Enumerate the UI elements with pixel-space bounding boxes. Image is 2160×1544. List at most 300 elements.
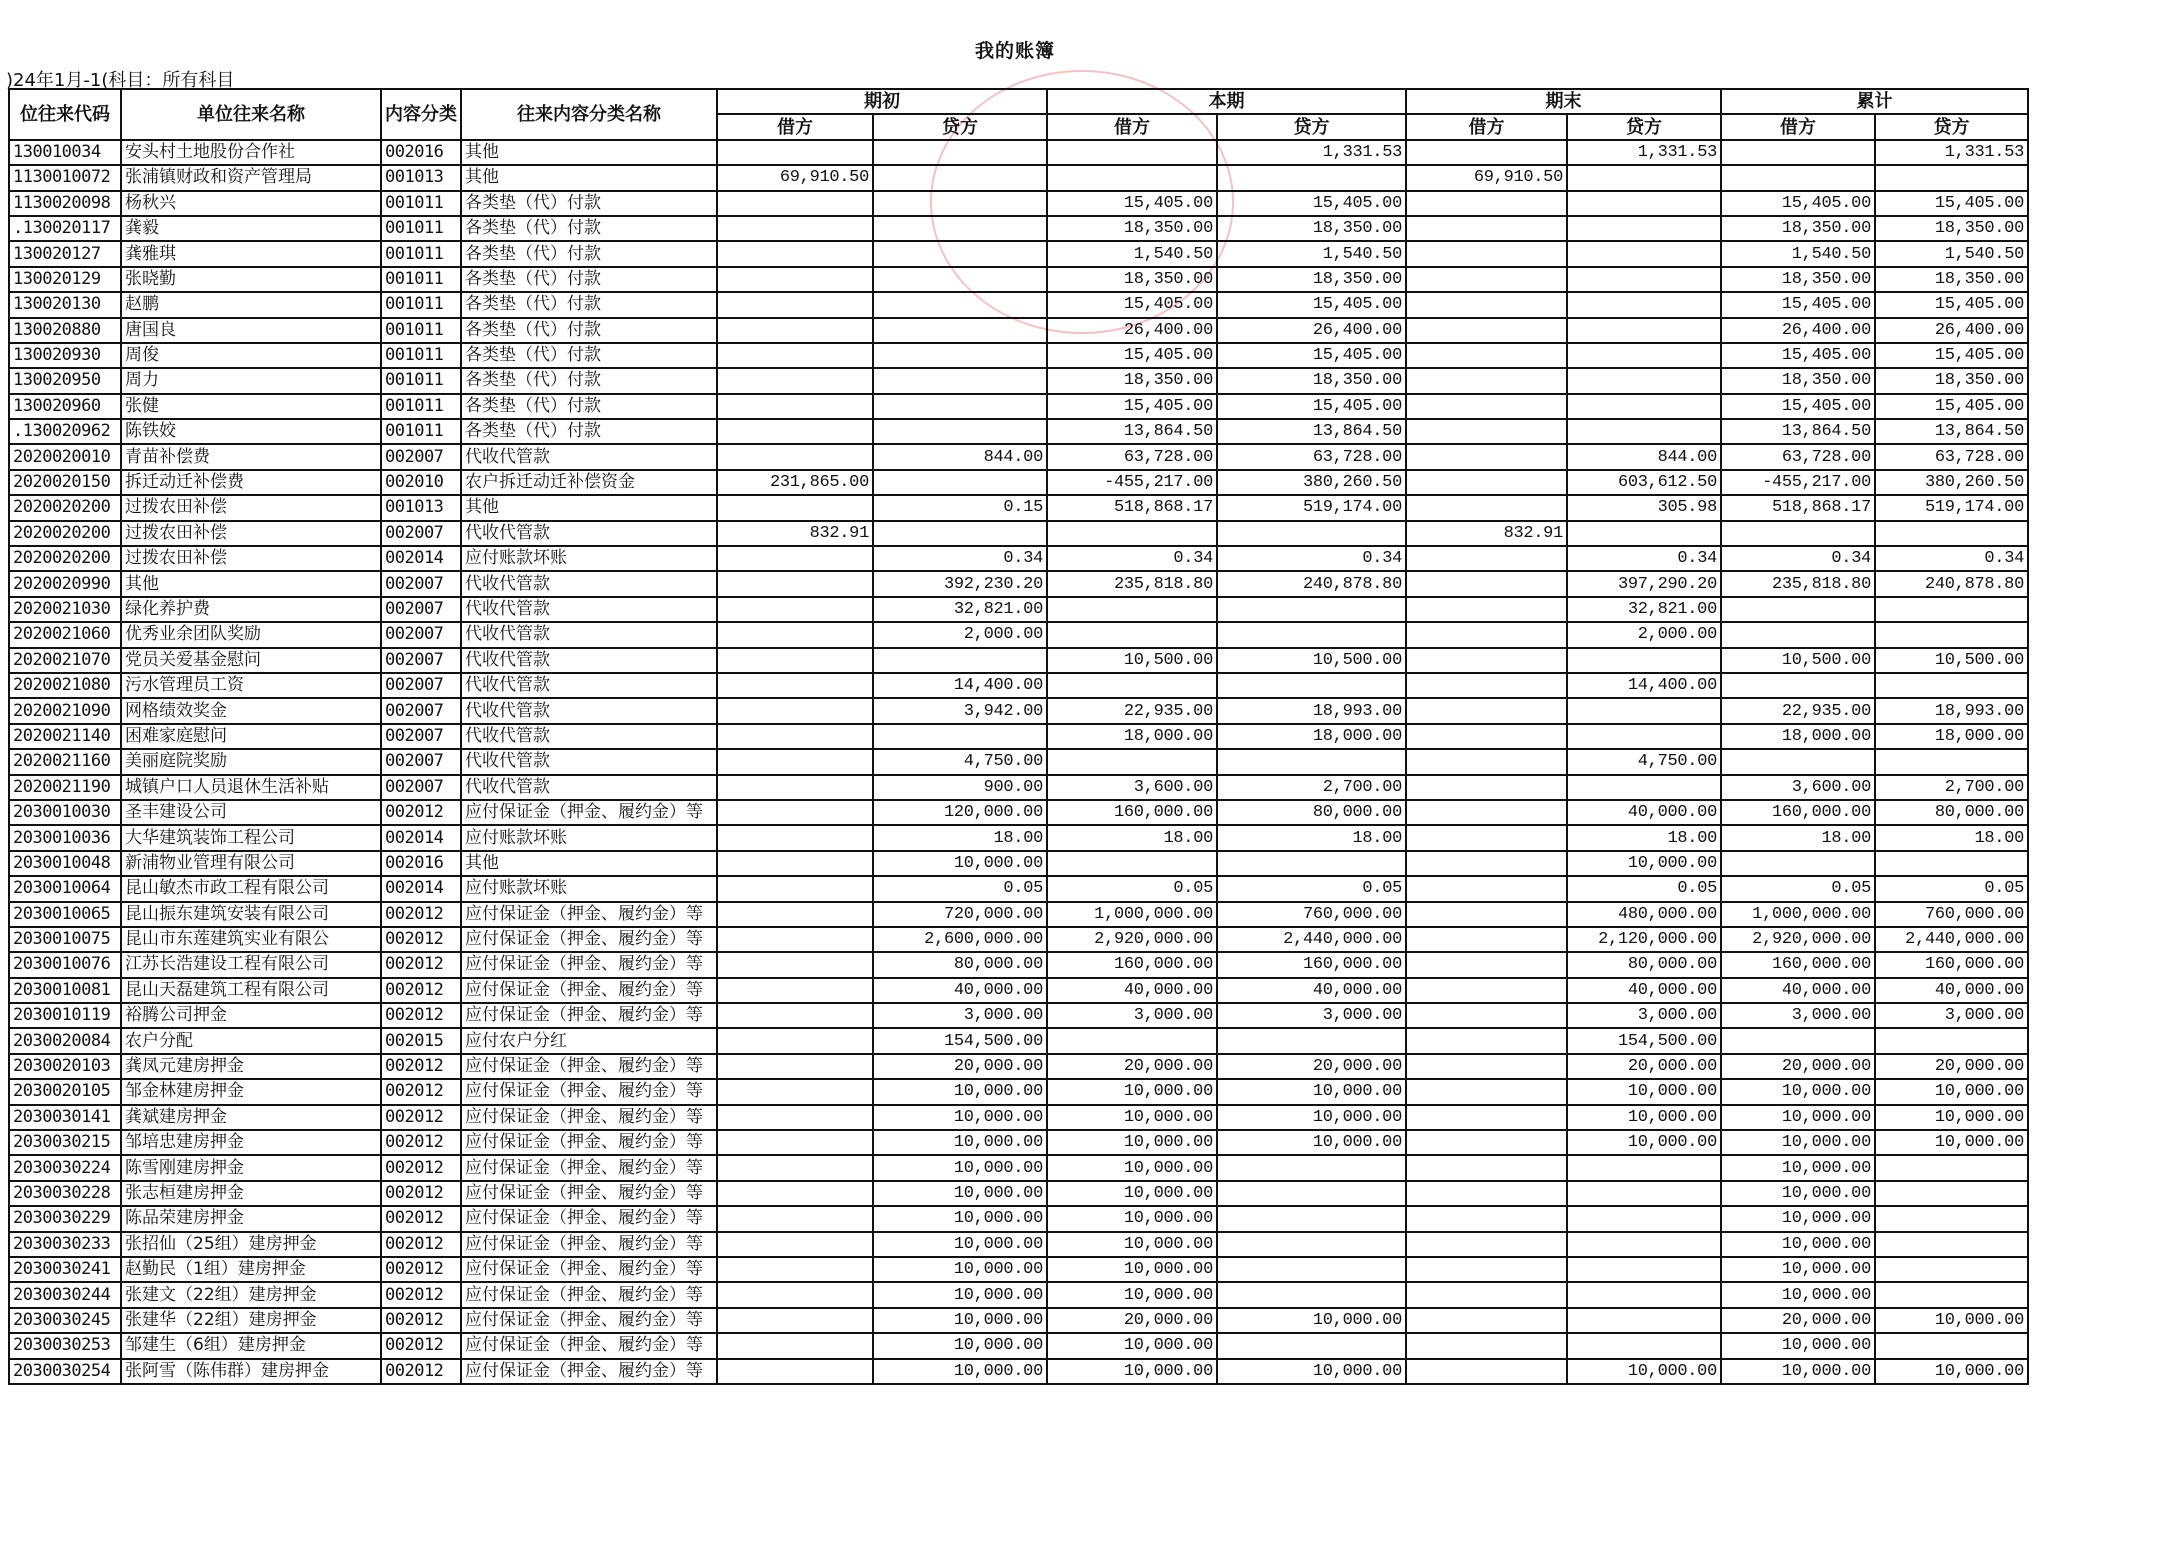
cell-current-credit: 18,350.00 — [1217, 368, 1406, 393]
cell-opening-debit — [717, 876, 873, 901]
cell-opening-debit — [717, 191, 873, 216]
cell-cumulative-credit: 63,728.00 — [1875, 444, 2028, 469]
cell-code: 2020021030 — [9, 597, 121, 622]
cell-opening-debit — [717, 648, 873, 673]
cell-current-debit: 1,540.50 — [1047, 241, 1217, 266]
cell-cumulative-credit: 18,993.00 — [1875, 698, 2028, 723]
cell-cumulative-credit — [1875, 622, 2028, 647]
cell-opening-debit — [717, 1105, 873, 1130]
cell-opening-credit: 10,000.00 — [873, 1105, 1047, 1130]
table-body — [9, 140, 2028, 1384]
cell-closing-credit: 40,000.00 — [1567, 978, 1721, 1003]
cell-opening-debit — [717, 978, 873, 1003]
cell-closing-credit: 10,000.00 — [1567, 1359, 1721, 1384]
table-row — [9, 1054, 2028, 1079]
cell-code: 2020021140 — [9, 724, 121, 749]
cell-current-credit — [1217, 1155, 1406, 1180]
header-current-credit: 贷方 — [1217, 114, 1406, 139]
cell-closing-credit — [1567, 1333, 1721, 1358]
cell-opening-debit — [717, 1333, 873, 1358]
cell-opening-debit — [717, 800, 873, 825]
cell-current-debit: 235,818.80 — [1047, 571, 1217, 596]
cell-closing-credit — [1567, 1155, 1721, 1180]
cell-opening-credit — [873, 368, 1047, 393]
cell-cumulative-debit: 18,350.00 — [1721, 216, 1875, 241]
cell-closing-credit: 32,821.00 — [1567, 597, 1721, 622]
cell-code: 2020021080 — [9, 673, 121, 698]
cell-code: 2030030241 — [9, 1257, 121, 1282]
cell-cumulative-debit — [1721, 1028, 1875, 1053]
cell-category-name: 各类垫（代）付款 — [461, 191, 717, 216]
cell-cumulative-debit: 10,000.00 — [1721, 1130, 1875, 1155]
cell-category: 001011 — [381, 343, 461, 368]
cell-name: 党员关爱基金慰问 — [121, 648, 381, 673]
cell-cumulative-debit: 63,728.00 — [1721, 444, 1875, 469]
cell-closing-debit — [1406, 927, 1567, 952]
cell-opening-credit: 18.00 — [873, 825, 1047, 850]
cell-current-debit: 160,000.00 — [1047, 952, 1217, 977]
cell-closing-debit — [1406, 902, 1567, 927]
cell-current-debit: 18,350.00 — [1047, 267, 1217, 292]
cell-code: 2030020084 — [9, 1028, 121, 1053]
cell-current-debit — [1047, 749, 1217, 774]
cell-current-debit: 18,350.00 — [1047, 216, 1217, 241]
cell-opening-credit: 10,000.00 — [873, 1359, 1047, 1384]
header-category-name: 往来内容分类名称 — [461, 89, 717, 140]
cell-cumulative-debit: 10,000.00 — [1721, 1257, 1875, 1282]
cell-cumulative-credit — [1875, 1028, 2028, 1053]
cell-name: 新浦物业管理有限公司 — [121, 851, 381, 876]
cell-cumulative-debit: 18.00 — [1721, 825, 1875, 850]
cell-name: 美丽庭院奖励 — [121, 749, 381, 774]
cell-category: 002012 — [381, 1232, 461, 1257]
cell-opening-credit — [873, 165, 1047, 190]
cell-current-credit — [1217, 1282, 1406, 1307]
period-label: )24年1月-1( — [6, 70, 109, 91]
cell-cumulative-credit: 18,350.00 — [1875, 216, 2028, 241]
cell-current-credit: 760,000.00 — [1217, 902, 1406, 927]
cell-name: 农户分配 — [121, 1028, 381, 1053]
cell-cumulative-credit: 1,540.50 — [1875, 241, 2028, 266]
cell-current-credit — [1217, 749, 1406, 774]
cell-category-name: 应付保证金（押金、履约金）等 — [461, 1206, 717, 1231]
cell-opening-debit — [717, 1232, 873, 1257]
cell-current-credit: 1,331.53 — [1217, 140, 1406, 165]
cell-closing-debit — [1406, 1232, 1567, 1257]
cell-name: 青苗补偿费 — [121, 444, 381, 469]
cell-category-name: 应付农户分红 — [461, 1028, 717, 1053]
cell-opening-credit: 10,000.00 — [873, 1282, 1047, 1307]
cell-cumulative-debit: 1,540.50 — [1721, 241, 1875, 266]
cell-opening-debit — [717, 444, 873, 469]
cell-current-credit: 20,000.00 — [1217, 1054, 1406, 1079]
cell-current-credit: 2,700.00 — [1217, 775, 1406, 800]
cell-cumulative-credit — [1875, 749, 2028, 774]
table-header — [9, 89, 2028, 140]
table-row — [9, 851, 2028, 876]
cell-current-credit — [1217, 851, 1406, 876]
cell-category: 002012 — [381, 1359, 461, 1384]
cell-opening-credit — [873, 343, 1047, 368]
cell-closing-debit — [1406, 1003, 1567, 1028]
cell-category-name: 农户拆迁动迁补偿资金 — [461, 470, 717, 495]
cell-code: 1130010072 — [9, 165, 121, 190]
cell-cumulative-debit: -455,217.00 — [1721, 470, 1875, 495]
cell-cumulative-debit: 10,000.00 — [1721, 1282, 1875, 1307]
table-row — [9, 648, 2028, 673]
cell-opening-debit — [717, 1130, 873, 1155]
cell-code: 2020021060 — [9, 622, 121, 647]
cell-category-name: 其他 — [461, 851, 717, 876]
cell-closing-debit: 69,910.50 — [1406, 165, 1567, 190]
cell-opening-debit — [717, 241, 873, 266]
cell-cumulative-debit: 20,000.00 — [1721, 1054, 1875, 1079]
cell-category-name: 应付保证金（押金、履约金）等 — [461, 952, 717, 977]
cell-closing-credit — [1567, 343, 1721, 368]
table-row — [9, 800, 2028, 825]
cell-current-credit: 10,000.00 — [1217, 1308, 1406, 1333]
cell-category: 001011 — [381, 216, 461, 241]
cell-cumulative-debit: 13,864.50 — [1721, 419, 1875, 444]
cell-closing-debit — [1406, 825, 1567, 850]
table-row — [9, 1155, 2028, 1180]
cell-name: 唐国良 — [121, 318, 381, 343]
cell-closing-debit — [1406, 952, 1567, 977]
cell-opening-credit: 10,000.00 — [873, 1155, 1047, 1180]
cell-current-debit — [1047, 597, 1217, 622]
table-row — [9, 521, 2028, 546]
table-row — [9, 775, 2028, 800]
cell-closing-credit — [1567, 318, 1721, 343]
cell-closing-debit — [1406, 368, 1567, 393]
cell-cumulative-credit: 10,000.00 — [1875, 1130, 2028, 1155]
cell-opening-credit: 392,230.20 — [873, 571, 1047, 596]
cell-opening-credit — [873, 267, 1047, 292]
cell-closing-debit — [1406, 648, 1567, 673]
cell-opening-credit — [873, 292, 1047, 317]
cell-opening-debit — [717, 902, 873, 927]
cell-closing-credit: 10,000.00 — [1567, 1130, 1721, 1155]
cell-cumulative-debit: 15,405.00 — [1721, 292, 1875, 317]
cell-opening-credit: 20,000.00 — [873, 1054, 1047, 1079]
cell-current-credit — [1217, 1333, 1406, 1358]
cell-current-debit — [1047, 673, 1217, 698]
cell-current-credit — [1217, 597, 1406, 622]
cell-name: 龚毅 — [121, 216, 381, 241]
cell-closing-debit — [1406, 1206, 1567, 1231]
cell-opening-debit — [717, 749, 873, 774]
header-current-debit: 借方 — [1047, 114, 1217, 139]
cell-category: 001011 — [381, 394, 461, 419]
table-row — [9, 1232, 2028, 1257]
cell-current-debit: 63,728.00 — [1047, 444, 1217, 469]
cell-opening-debit — [717, 546, 873, 571]
cell-cumulative-credit — [1875, 165, 2028, 190]
cell-name: 安头村土地股份合作社 — [121, 140, 381, 165]
table-row — [9, 597, 2028, 622]
cell-closing-credit: 844.00 — [1567, 444, 1721, 469]
cell-cumulative-credit — [1875, 851, 2028, 876]
cell-opening-credit: 0.05 — [873, 876, 1047, 901]
header-group-closing: 期末 — [1406, 89, 1721, 114]
cell-category: 002007 — [381, 749, 461, 774]
cell-closing-credit: 154,500.00 — [1567, 1028, 1721, 1053]
cell-closing-credit: 3,000.00 — [1567, 1003, 1721, 1028]
cell-category-name: 代收代管款 — [461, 622, 717, 647]
cell-name: 绿化养护费 — [121, 597, 381, 622]
cell-current-debit: 26,400.00 — [1047, 318, 1217, 343]
cell-category-name: 代收代管款 — [461, 698, 717, 723]
cell-cumulative-credit: 18,350.00 — [1875, 267, 2028, 292]
cell-closing-credit: 603,612.50 — [1567, 470, 1721, 495]
cell-cumulative-debit: 3,600.00 — [1721, 775, 1875, 800]
cell-name: 张志桓建房押金 — [121, 1181, 381, 1206]
cell-opening-debit — [717, 927, 873, 952]
cell-current-debit: 3,600.00 — [1047, 775, 1217, 800]
table-row — [9, 1079, 2028, 1104]
cell-opening-credit — [873, 470, 1047, 495]
cell-category-name: 应付保证金（押金、履约金）等 — [461, 1333, 717, 1358]
cell-current-credit: 160,000.00 — [1217, 952, 1406, 977]
cell-opening-debit — [717, 1308, 873, 1333]
cell-cumulative-credit — [1875, 597, 2028, 622]
cell-opening-debit: 69,910.50 — [717, 165, 873, 190]
table-row — [9, 622, 2028, 647]
cell-current-debit: 22,935.00 — [1047, 698, 1217, 723]
cell-category-name: 其他 — [461, 140, 717, 165]
table-row — [9, 1308, 2028, 1333]
header-group-current: 本期 — [1047, 89, 1406, 114]
cell-closing-debit — [1406, 267, 1567, 292]
table-row — [9, 495, 2028, 520]
header-category: 内容分类 — [381, 89, 461, 140]
cell-code: 1130020098 — [9, 191, 121, 216]
cell-cumulative-credit: 160,000.00 — [1875, 952, 2028, 977]
cell-cumulative-debit: 10,000.00 — [1721, 1333, 1875, 1358]
cell-opening-debit — [717, 495, 873, 520]
cell-current-credit: 26,400.00 — [1217, 318, 1406, 343]
cell-code: 2020020150 — [9, 470, 121, 495]
cell-category: 002012 — [381, 952, 461, 977]
header-cumulative-credit: 贷方 — [1875, 114, 2028, 139]
cell-code: 130020127 — [9, 241, 121, 266]
cell-opening-debit — [717, 1257, 873, 1282]
table-row — [9, 825, 2028, 850]
cell-category-name: 代收代管款 — [461, 444, 717, 469]
cell-cumulative-credit: 15,405.00 — [1875, 292, 2028, 317]
cell-closing-debit — [1406, 1282, 1567, 1307]
cell-current-debit — [1047, 1028, 1217, 1053]
cell-current-debit: 18,000.00 — [1047, 724, 1217, 749]
table-row — [9, 673, 2028, 698]
cell-category-name: 代收代管款 — [461, 749, 717, 774]
cell-name: 赵鹏 — [121, 292, 381, 317]
cell-cumulative-debit: 1,000,000.00 — [1721, 902, 1875, 927]
cell-closing-debit — [1406, 800, 1567, 825]
cell-category: 001011 — [381, 318, 461, 343]
cell-category-name: 应付保证金（押金、履约金）等 — [461, 1130, 717, 1155]
cell-opening-credit — [873, 419, 1047, 444]
cell-current-credit: 18,993.00 — [1217, 698, 1406, 723]
cell-code: 2020020010 — [9, 444, 121, 469]
cell-closing-credit — [1567, 267, 1721, 292]
cell-current-debit: 10,000.00 — [1047, 1206, 1217, 1231]
cell-current-debit: 10,000.00 — [1047, 1359, 1217, 1384]
cell-category-name: 各类垫（代）付款 — [461, 394, 717, 419]
cell-code: 2030030245 — [9, 1308, 121, 1333]
header-group-cumulative: 累计 — [1721, 89, 2028, 114]
cell-category-name: 其他 — [461, 165, 717, 190]
cell-category: 002012 — [381, 1282, 461, 1307]
cell-opening-credit: 10,000.00 — [873, 1181, 1047, 1206]
cell-current-credit: 380,260.50 — [1217, 470, 1406, 495]
cell-category-name: 应付保证金（押金、履约金）等 — [461, 1003, 717, 1028]
cell-current-debit: 15,405.00 — [1047, 343, 1217, 368]
header-opening-credit: 贷方 — [873, 114, 1047, 139]
cell-current-credit: 240,878.80 — [1217, 571, 1406, 596]
cell-cumulative-debit: 10,000.00 — [1721, 1232, 1875, 1257]
cell-closing-credit: 40,000.00 — [1567, 800, 1721, 825]
cell-category-name: 各类垫（代）付款 — [461, 318, 717, 343]
cell-code: 2020020990 — [9, 571, 121, 596]
cell-category-name: 应付保证金（押金、履约金）等 — [461, 1282, 717, 1307]
cell-category-name: 各类垫（代）付款 — [461, 368, 717, 393]
cell-opening-debit — [717, 698, 873, 723]
cell-cumulative-credit — [1875, 521, 2028, 546]
cell-cumulative-credit: 40,000.00 — [1875, 978, 2028, 1003]
cell-current-credit — [1217, 165, 1406, 190]
cell-closing-credit: 18.00 — [1567, 825, 1721, 850]
table-row — [9, 902, 2028, 927]
cell-opening-debit — [717, 394, 873, 419]
cell-category-name: 应付保证金（押金、履约金）等 — [461, 978, 717, 1003]
cell-current-credit: 63,728.00 — [1217, 444, 1406, 469]
cell-current-debit: 20,000.00 — [1047, 1054, 1217, 1079]
cell-category-name: 其他 — [461, 495, 717, 520]
cell-name: 张建华（22组）建房押金 — [121, 1308, 381, 1333]
cell-cumulative-debit: 18,350.00 — [1721, 267, 1875, 292]
cell-opening-credit — [873, 318, 1047, 343]
cell-category: 002012 — [381, 978, 461, 1003]
header-closing-credit: 贷方 — [1567, 114, 1721, 139]
cell-cumulative-credit: 18,000.00 — [1875, 724, 2028, 749]
cell-current-debit: 18.00 — [1047, 825, 1217, 850]
cell-cumulative-credit: 10,500.00 — [1875, 648, 2028, 673]
cell-category-name: 代收代管款 — [461, 673, 717, 698]
cell-current-credit — [1217, 1257, 1406, 1282]
cell-category: 002007 — [381, 521, 461, 546]
cell-current-debit — [1047, 851, 1217, 876]
cell-current-credit: 13,864.50 — [1217, 419, 1406, 444]
header-code: 位往来代码 — [9, 89, 121, 140]
cell-opening-credit: 10,000.00 — [873, 1130, 1047, 1155]
cell-category-name: 应付账款坏账 — [461, 876, 717, 901]
cell-category-name: 应付保证金（押金、履约金）等 — [461, 1308, 717, 1333]
cell-name: 陈品荣建房押金 — [121, 1206, 381, 1231]
cell-cumulative-debit: 10,000.00 — [1721, 1181, 1875, 1206]
cell-category-name: 应付保证金（押金、履约金）等 — [461, 1359, 717, 1384]
cell-closing-debit — [1406, 876, 1567, 901]
table-row — [9, 368, 2028, 393]
cell-code: 2030030244 — [9, 1282, 121, 1307]
cell-category-name: 代收代管款 — [461, 571, 717, 596]
cell-closing-credit: 10,000.00 — [1567, 1079, 1721, 1104]
cell-category: 002012 — [381, 1130, 461, 1155]
cell-opening-debit — [717, 952, 873, 977]
table-row — [9, 1003, 2028, 1028]
cell-category-name: 应付保证金（押金、履约金）等 — [461, 1257, 717, 1282]
cell-category-name: 代收代管款 — [461, 775, 717, 800]
cell-opening-credit: 900.00 — [873, 775, 1047, 800]
cell-current-credit — [1217, 521, 1406, 546]
cell-category-name: 应付保证金（押金、履约金）等 — [461, 902, 717, 927]
cell-opening-credit: 32,821.00 — [873, 597, 1047, 622]
subject-label: 科目：所有科目 — [108, 70, 235, 91]
cell-current-credit: 80,000.00 — [1217, 800, 1406, 825]
cell-cumulative-credit: 1,331.53 — [1875, 140, 2028, 165]
cell-cumulative-debit: 160,000.00 — [1721, 952, 1875, 977]
cell-category-name: 应付保证金（押金、履约金）等 — [461, 1054, 717, 1079]
cell-current-credit — [1217, 1181, 1406, 1206]
cell-cumulative-credit: 0.34 — [1875, 546, 2028, 571]
cell-name: 城镇户口人员退休生活补贴 — [121, 775, 381, 800]
cell-category-name: 应付保证金（押金、履约金）等 — [461, 927, 717, 952]
cell-category: 001011 — [381, 292, 461, 317]
cell-category-name: 应付保证金（押金、履约金）等 — [461, 1181, 717, 1206]
table-row — [9, 470, 2028, 495]
cell-opening-debit — [717, 1003, 873, 1028]
cell-current-credit: 15,405.00 — [1217, 343, 1406, 368]
cell-cumulative-debit: 0.05 — [1721, 876, 1875, 901]
cell-current-credit: 15,405.00 — [1217, 191, 1406, 216]
cell-code: 2030030224 — [9, 1155, 121, 1180]
cell-category-name: 各类垫（代）付款 — [461, 419, 717, 444]
cell-closing-debit — [1406, 571, 1567, 596]
cell-closing-credit — [1567, 165, 1721, 190]
table-row — [9, 1028, 2028, 1053]
cell-opening-credit: 10,000.00 — [873, 1333, 1047, 1358]
cell-opening-debit — [717, 292, 873, 317]
cell-name: 裕腾公司押金 — [121, 1003, 381, 1028]
cell-closing-debit — [1406, 343, 1567, 368]
cell-current-credit: 10,500.00 — [1217, 648, 1406, 673]
cell-name: 龚斌建房押金 — [121, 1105, 381, 1130]
cell-opening-credit: 4,750.00 — [873, 749, 1047, 774]
cell-cumulative-debit: 2,920,000.00 — [1721, 927, 1875, 952]
cell-opening-credit: 80,000.00 — [873, 952, 1047, 977]
cell-name: 张健 — [121, 394, 381, 419]
cell-code: 2030010081 — [9, 978, 121, 1003]
cell-closing-debit — [1406, 1130, 1567, 1155]
cell-opening-debit — [717, 343, 873, 368]
cell-opening-debit — [717, 1155, 873, 1180]
cell-category: 002012 — [381, 927, 461, 952]
cell-name: 圣丰建设公司 — [121, 800, 381, 825]
cell-closing-debit — [1406, 191, 1567, 216]
cell-category: 002012 — [381, 800, 461, 825]
cell-category-name: 应付保证金（押金、履约金）等 — [461, 1105, 717, 1130]
cell-cumulative-debit: 18,000.00 — [1721, 724, 1875, 749]
cell-cumulative-debit — [1721, 521, 1875, 546]
cell-cumulative-debit — [1721, 673, 1875, 698]
cell-cumulative-credit: 18.00 — [1875, 825, 2028, 850]
cell-category: 002010 — [381, 470, 461, 495]
cell-cumulative-debit: 15,405.00 — [1721, 394, 1875, 419]
cell-cumulative-credit: 15,405.00 — [1875, 191, 2028, 216]
cell-code: 2030010065 — [9, 902, 121, 927]
cell-category: 002007 — [381, 724, 461, 749]
cell-closing-credit — [1567, 521, 1721, 546]
